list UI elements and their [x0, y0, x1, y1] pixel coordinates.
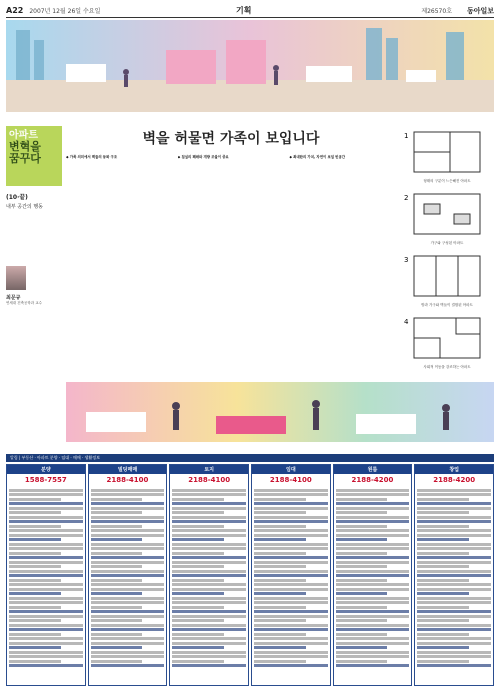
ad-title: 원룸 — [334, 465, 412, 474]
author-box — [6, 262, 62, 386]
ad-title: 빌딩매매 — [89, 465, 167, 474]
series-line-3: 꿈꾸다 — [9, 152, 41, 166]
subhead-1: ◆ 가족 의미에서 벽들의 동화 구조 — [66, 155, 118, 159]
ad-phone: 2188-4200 — [433, 476, 476, 484]
floorplan-4 — [400, 314, 494, 372]
subhead-3: ◆ 최대한의 가치, 자연이 보일 빈공간 — [289, 155, 345, 159]
floorplan-3 — [400, 252, 494, 310]
floorplan-diagrams — [400, 128, 494, 378]
hero-caption — [6, 113, 494, 123]
ad-column — [88, 464, 168, 686]
interior-caption — [66, 443, 494, 451]
ad-title: 분양 — [7, 465, 85, 474]
subhead-2: ◆ 침실의 폐쇄와 개방 조율이 중요 — [177, 155, 229, 159]
series-part: (10·끝) — [6, 194, 28, 201]
author-photo — [6, 266, 26, 290]
article-body — [66, 152, 396, 378]
issue-number: 제26570호 — [421, 8, 452, 15]
floorplan-4-label: 사회적 이동을 강조하는 아파트 — [423, 365, 471, 369]
author-affiliation: 연세대 건축공학과 교수 — [6, 301, 43, 305]
section-title: 기획 — [236, 6, 252, 15]
floorplan-1 — [400, 128, 494, 186]
ad-title: 임대 — [252, 465, 330, 474]
author-name: 최문규 — [6, 295, 21, 301]
issue-date: 2007년 12월 26일 수요일 — [29, 8, 101, 15]
ads-banner: 알림 | 부동산 · 아파트 분양 · 임대 · 매매 · 생활정보 — [6, 454, 494, 462]
page-header — [6, 4, 494, 18]
article-headline: 벽을 허물면 가족이 보입니다 — [142, 131, 320, 147]
article-column-2 — [178, 152, 285, 378]
ad-column — [169, 464, 249, 686]
interior-illustration — [66, 382, 494, 442]
series-title — [6, 126, 62, 186]
hero-illustration — [6, 20, 494, 112]
series-line-1: 아파트 — [9, 130, 38, 141]
floorplan-2 — [400, 190, 494, 248]
svg-text:2: 2 — [404, 194, 409, 202]
svg-text:3: 3 — [404, 256, 409, 264]
ad-title: 창업 — [415, 465, 493, 474]
page-number: A22 — [6, 6, 24, 15]
ad-phone: 2188-4100 — [269, 476, 312, 484]
series-subtitle: 내부 공간의 행동 — [6, 204, 43, 210]
article-column-3 — [289, 152, 396, 378]
author-bio — [6, 310, 62, 370]
ad-phone: 2188-4100 — [106, 476, 149, 484]
ad-column — [333, 464, 413, 686]
ad-column — [251, 464, 331, 686]
ad-title: 토지 — [170, 465, 248, 474]
series-line-2: 변혁을 — [9, 140, 41, 153]
svg-text:1: 1 — [404, 132, 409, 140]
ad-column — [6, 464, 86, 686]
floorplan-3-label: 방과 가구와 벽들이 결합된 아파트 — [421, 303, 473, 307]
classified-ads — [6, 464, 494, 686]
floorplan-2-label: 가구와 구성된 아파트 — [430, 241, 464, 245]
ad-phone: 1588-7557 — [24, 476, 67, 484]
svg-text:4: 4 — [404, 318, 409, 326]
side-caption — [6, 430, 62, 444]
ad-phone: 2188-4100 — [188, 476, 231, 484]
ad-phone: 2188-4200 — [351, 476, 394, 484]
ad-column — [414, 464, 494, 686]
floorplan-1-label: 형태의 구분이 느슨해진 아파트 — [423, 179, 471, 183]
article-column-1 — [66, 152, 173, 378]
newspaper-logo: 동아일보 — [466, 6, 494, 15]
